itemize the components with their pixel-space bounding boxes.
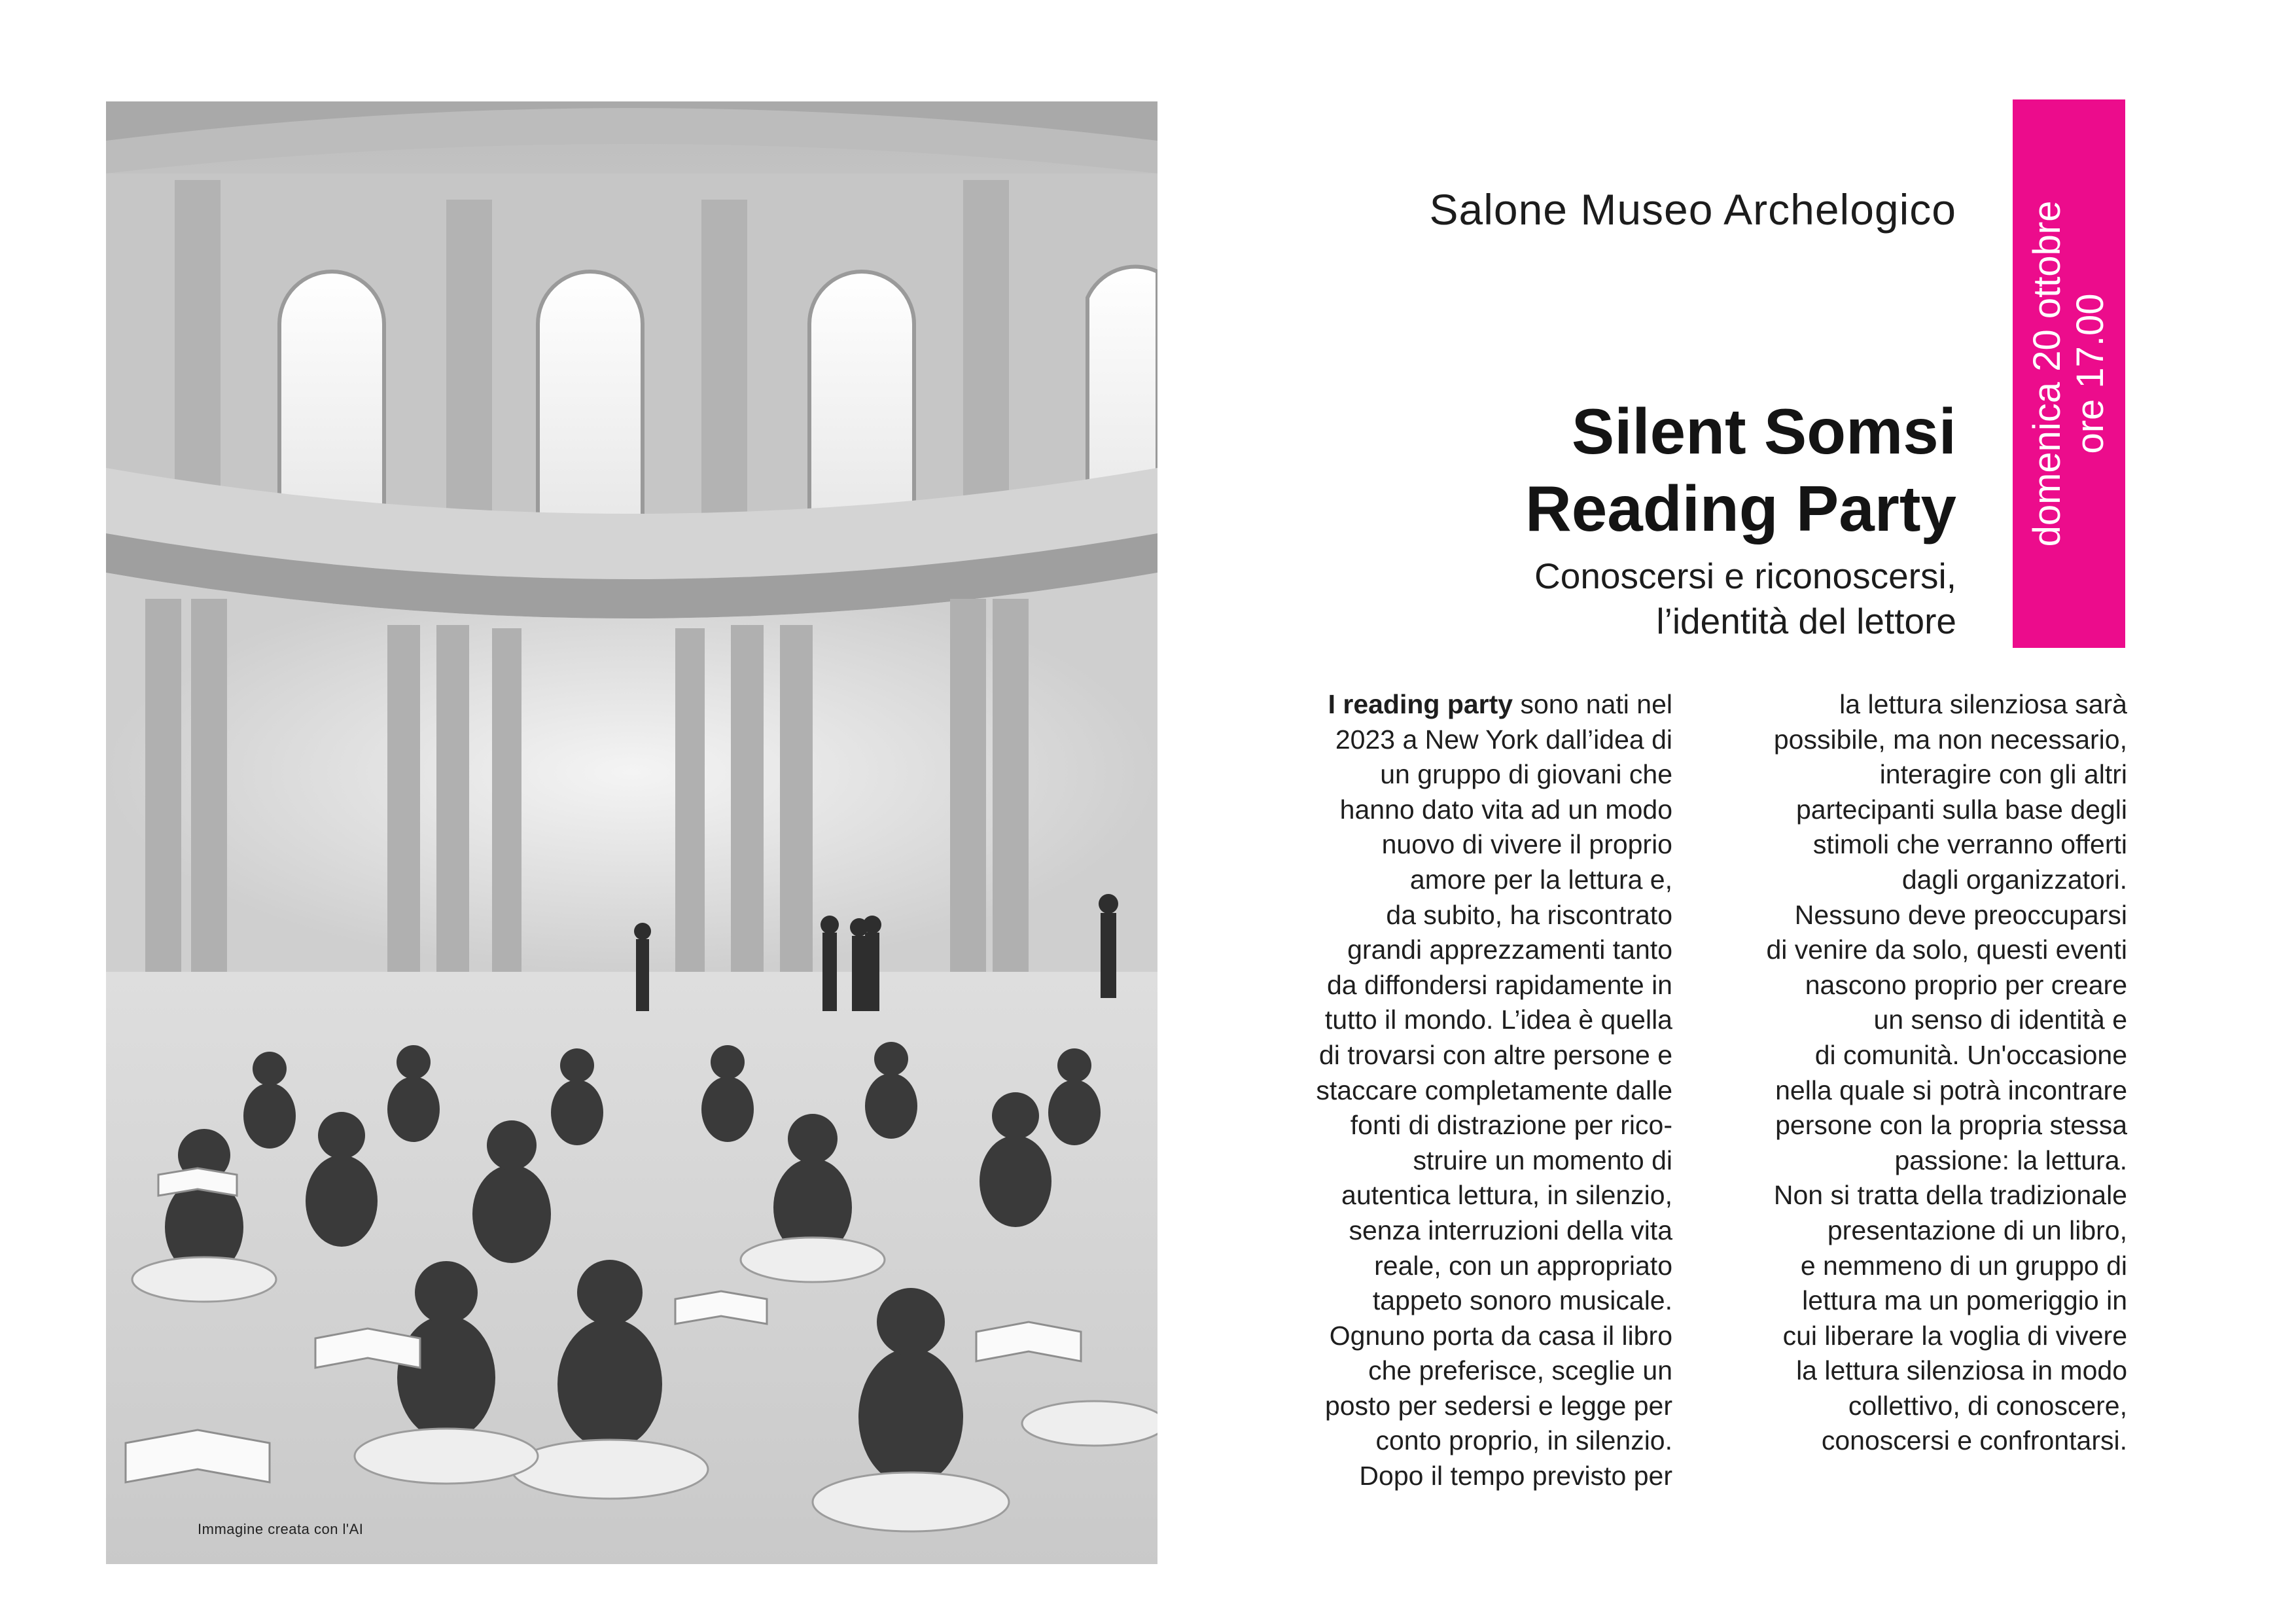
body-line: collettivo, di conoscere, xyxy=(1848,1390,2127,1421)
body-right-lines xyxy=(1669,687,2127,1459)
reading-hall-illustration xyxy=(106,101,1157,1564)
body-line: di trovarsi con altre persone e xyxy=(1318,1039,1672,1070)
event-date-time: ore 17.00 xyxy=(2069,293,2111,454)
body-lead-rest: sono nati nel xyxy=(1513,689,1672,719)
event-subtitle xyxy=(1534,554,1956,644)
event-title-line: Silent Somsi xyxy=(1571,395,1956,467)
body-line: reale, con un appropriato xyxy=(1374,1250,1672,1281)
body-line: tutto il mondo. L’idea è quella xyxy=(1324,1005,1672,1035)
body-line: un gruppo di giovani che xyxy=(1380,759,1672,790)
body-line: partecipanti sulla base degli xyxy=(1796,794,2127,825)
body-line: interagire con gli altri xyxy=(1879,759,2127,790)
event-subtitle-line: Conoscersi e riconoscersi, xyxy=(1534,556,1956,596)
body-line: cui liberare la voglia di vivere xyxy=(1782,1320,2127,1351)
body-line: di venire da solo, questi eventi xyxy=(1766,935,2127,965)
body-line: fonti di distrazione per rico- xyxy=(1350,1110,1672,1141)
body-line: autentica lettura, in silenzio, xyxy=(1341,1180,1672,1211)
event-title-line: Reading Party xyxy=(1525,473,1956,544)
body-line: Non si tratta della tradizionale xyxy=(1773,1180,2127,1211)
event-photo xyxy=(106,101,1157,1564)
body-lead: I reading party xyxy=(1328,689,1513,719)
body-line: Dopo il tempo previsto per xyxy=(1359,1461,1672,1491)
body-line: stimoli che verranno offerti xyxy=(1812,829,2127,860)
body-line: nuovo di vivere il proprio xyxy=(1381,829,1672,860)
body-line: possibile, ma non necessario, xyxy=(1773,724,2127,755)
body-line: staccare completamente dalle xyxy=(1316,1075,1672,1105)
body-line: passione: la lettura. xyxy=(1894,1145,2127,1175)
body-line: conto proprio, in silenzio. xyxy=(1375,1425,1672,1456)
body-line: hanno dato vita ad un modo xyxy=(1339,794,1672,825)
venue-name: Salone Museo Archelogico xyxy=(1429,185,1956,234)
body-column-left xyxy=(1214,687,1672,1494)
event-date-day: domenica 20 ottobre xyxy=(2026,200,2068,547)
body-line: conoscersi e confrontarsi. xyxy=(1821,1425,2127,1456)
body-line: nascono proprio per creare xyxy=(1805,969,2127,1000)
body-line: Ognuno porta da casa il libro xyxy=(1329,1320,1672,1351)
event-title xyxy=(1525,393,1956,547)
body-column-right xyxy=(1669,687,2127,1459)
body-line: la lettura silenziosa in modo xyxy=(1796,1355,2127,1386)
body-line xyxy=(1214,687,1672,722)
event-subtitle-line: l’identità del lettore xyxy=(1656,601,1956,641)
body-line: Nessuno deve preoccuparsi xyxy=(1794,899,2127,930)
body-line: senza interruzioni della vita xyxy=(1349,1215,1672,1245)
body-line: grandi apprezzamenti tanto xyxy=(1347,935,1672,965)
event-date xyxy=(2026,118,2112,629)
body-left-lines xyxy=(1214,722,1672,1494)
date-band xyxy=(2013,99,2125,648)
body-line: presentazione di un libro, xyxy=(1827,1215,2127,1245)
body-line: struire un momento di xyxy=(1413,1145,1672,1175)
body-line: posto per sedersi e legge per xyxy=(1324,1390,1672,1421)
body-line: 2023 a New York dall’idea di xyxy=(1335,724,1672,755)
body-line: amore per la lettura e, xyxy=(1409,864,1672,895)
body-line: persone con la propria stessa xyxy=(1775,1110,2127,1141)
body-line: nella quale si potrà incontrare xyxy=(1775,1075,2127,1105)
body-line: tappeto sonoro musicale. xyxy=(1372,1285,1672,1316)
body-line: che preferisce, sceglie un xyxy=(1368,1355,1672,1386)
body-line: dagli organizzatori. xyxy=(1901,864,2127,895)
body-line: un senso di identità e xyxy=(1873,1005,2127,1035)
body-line: da diffondersi rapidamente in xyxy=(1326,969,1672,1000)
body-line: la lettura silenziosa sarà xyxy=(1839,689,2127,719)
body-line: da subito, ha riscontrato xyxy=(1386,899,1672,930)
body-line: e nemmeno di un gruppo di xyxy=(1800,1250,2127,1281)
photo-caption: Immagine creata con l'AI xyxy=(198,1521,364,1537)
body-line: lettura ma un pomeriggio in xyxy=(1802,1285,2127,1316)
body-line: di comunità. Un'occasione xyxy=(1814,1039,2127,1070)
